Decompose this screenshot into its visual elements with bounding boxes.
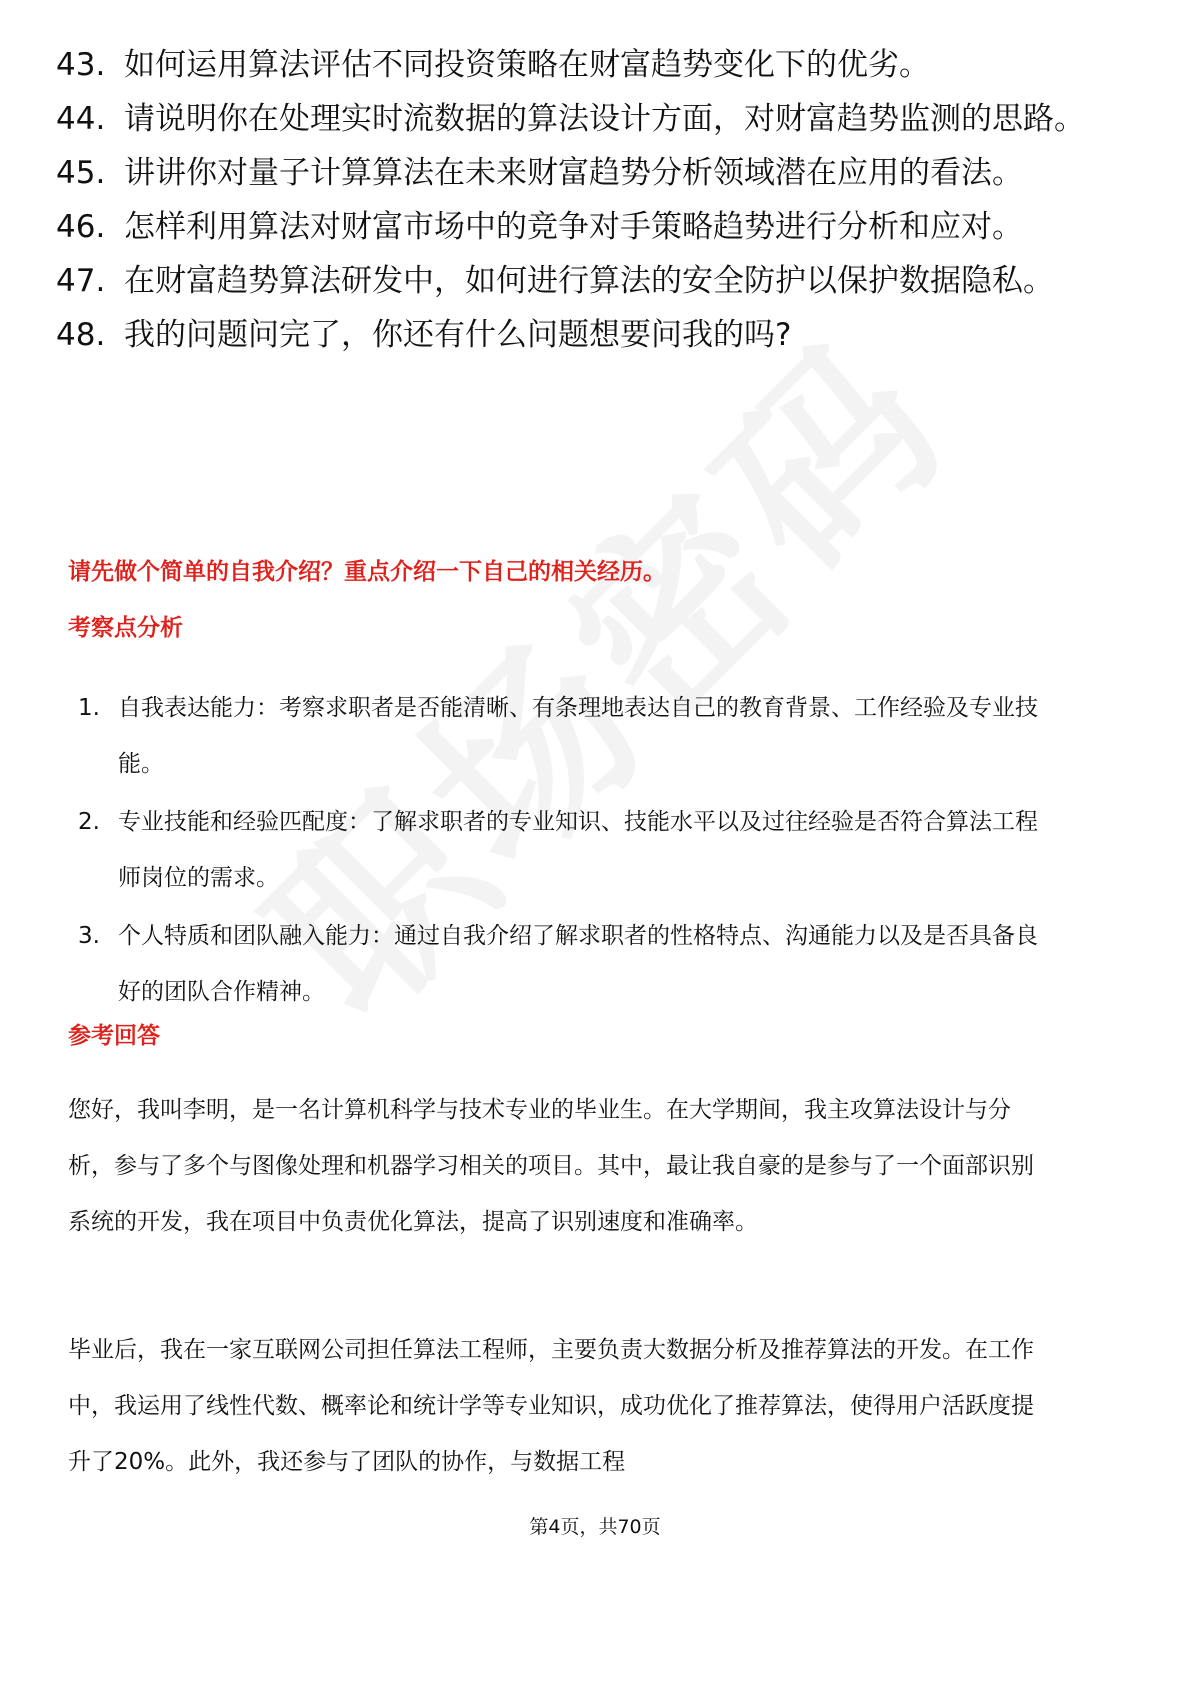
- question-text: 怎样利用算法对财富市场中的竞争对手策略趋势进行分析和应对。: [124, 209, 1023, 245]
- question-number: 48.: [56, 317, 106, 353]
- question-number: 45.: [56, 155, 106, 191]
- question-text: 在财富趋势算法研发中，如何进行算法的安全防护以保护数据隐私。: [124, 263, 1054, 299]
- answer-paragraph: 毕业后，我在一家互联网公司担任算法工程师，主要负责大数据分析及推荐算法的开发。在工作中，我运用了线性代数、概率论和统计学等专业知识，成功优化了推荐算法，使得用户活跃度提升了20%。此外，我还参与了团队的协作，与数据工程: [68, 1337, 1034, 1475]
- point-text: 个人特质和团队融入能力：通过自我介绍了解求职者的性格特点、沟通能力以及是否具备良好的团队合作精神。: [118, 923, 1038, 1005]
- question-text: 请说明你在处理实时流数据的算法设计方面，对财富趋势监测的思路。: [124, 101, 1085, 137]
- question-text: 如何运用算法评估不同投资策略在财富趋势变化下的优劣。: [124, 47, 930, 83]
- analysis-point: [78, 908, 1038, 1020]
- reference-answer-heading: 参考回答: [68, 1023, 160, 1049]
- question-number: 46.: [56, 209, 106, 245]
- page-footer: 第4页，共70页: [529, 1516, 661, 1538]
- question-number: 47.: [56, 263, 106, 299]
- point-number: 1.: [78, 695, 100, 721]
- question-item: [56, 316, 1136, 354]
- analysis-point: [78, 680, 1038, 792]
- point-number: 3.: [78, 923, 100, 949]
- answer-paragraph: 您好，我叫李明，是一名计算机科学与技术专业的毕业生。在大学期间，我主攻算法设计与分析，参与了多个与图像处理和机器学习相关的项目。其中，最让我自豪的是参与了一个面部识别系统的开发，我在项目中负责优化算法，提高了识别速度和准确率。: [68, 1097, 1034, 1235]
- analysis-point-list: [78, 680, 1038, 1022]
- question-item: [56, 154, 1136, 192]
- question-item: [56, 46, 1136, 84]
- question-list: [56, 46, 1136, 370]
- point-text: 专业技能和经验匹配度：了解求职者的专业知识、技能水平以及过往经验是否符合算法工程师岗位的需求。: [118, 809, 1038, 891]
- question-item: [56, 262, 1136, 300]
- point-number: 2.: [78, 809, 100, 835]
- analysis-heading: 考察点分析: [68, 615, 183, 641]
- question-text: 讲讲你对量子计算算法在未来财富趋势分析领域潜在应用的看法。: [124, 155, 1023, 191]
- interview-question-heading: 请先做个简单的自我介绍？重点介绍一下自己的相关经历。: [68, 559, 666, 585]
- question-item: [56, 208, 1136, 246]
- question-number: 43.: [56, 47, 106, 83]
- question-number: 44.: [56, 101, 106, 137]
- question-item: [56, 100, 1136, 138]
- question-text: 我的问题问完了，你还有什么问题想要问我的吗?: [124, 317, 792, 353]
- analysis-point: [78, 794, 1038, 906]
- point-text: 自我表达能力：考察求职者是否能清晰、有条理地表达自己的教育背景、工作经验及专业技能。: [118, 695, 1038, 777]
